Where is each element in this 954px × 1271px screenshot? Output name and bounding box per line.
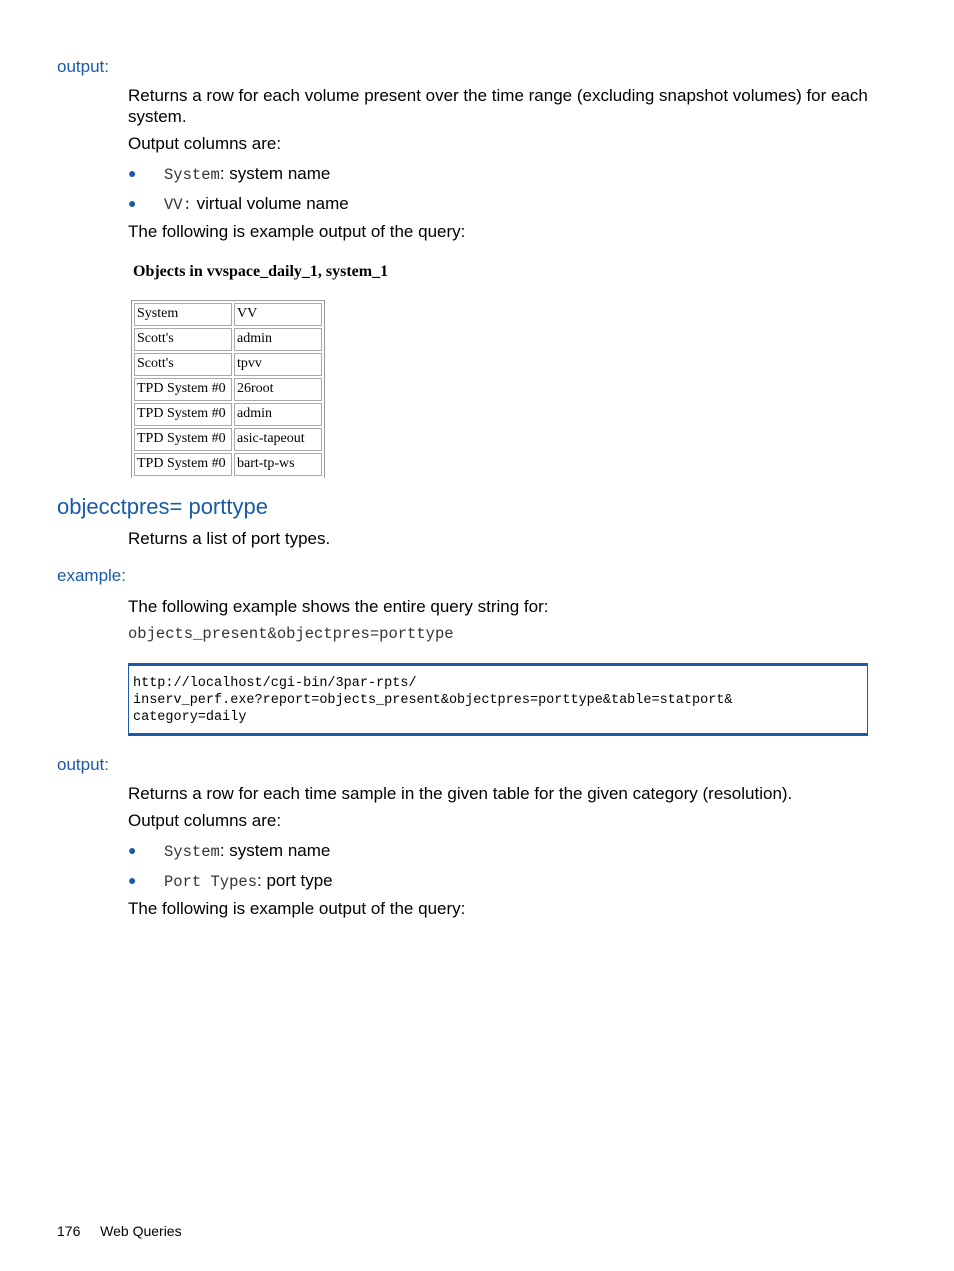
table-cell: TPD System #0 <box>134 428 232 451</box>
column-code: Port Types <box>164 873 258 891</box>
table-cell: admin <box>234 328 322 351</box>
table-cell: admin <box>234 403 322 426</box>
table-row <box>134 403 322 426</box>
column-code: System <box>164 166 220 184</box>
example-output-intro: The following is example output of the query: <box>128 222 466 241</box>
code-line: inserv_perf.exe?report=objects_present&objectpres=porttype&table=statport& <box>133 693 733 708</box>
porttype-description: Returns a list of port types. <box>128 529 331 548</box>
example-heading: example: <box>57 566 126 585</box>
page-footer <box>57 1223 182 1239</box>
table-row <box>134 378 322 401</box>
table-row <box>134 453 322 476</box>
figure-title: Objects in vvspace_daily_1, system_1 <box>133 263 389 280</box>
example-intro: The following example shows the entire query string for: <box>128 597 549 616</box>
query-name: objects_present&objectpres=porttype <box>128 625 454 643</box>
columns-intro: Output columns are: <box>128 134 282 153</box>
column-item-port-types <box>128 870 333 891</box>
column-desc: virtual volume name <box>191 194 349 213</box>
table-cell: 26root <box>234 378 322 401</box>
column-item-system-2 <box>128 840 331 861</box>
columns-intro-2: Output columns are: <box>128 811 282 830</box>
code-line: http://localhost/cgi-bin/3par-rpts/ <box>133 676 417 691</box>
table-cell: asic-tapeout <box>234 428 322 451</box>
table-row <box>134 428 322 451</box>
table-cell: bart-tp-ws <box>234 453 322 476</box>
footer-section-name: Web Queries <box>100 1223 182 1239</box>
table-cell: Scott's <box>134 353 232 376</box>
page-number: 176 <box>57 1223 81 1239</box>
bullet-icon: ● <box>128 165 137 181</box>
bullet-icon: ● <box>128 195 137 211</box>
column-code: System <box>164 843 220 861</box>
code-line: category=daily <box>133 710 247 725</box>
column-desc: : system name <box>219 164 331 183</box>
code-block <box>128 663 868 736</box>
table-cell: TPD System #0 <box>134 403 232 426</box>
column-item-system <box>128 163 331 184</box>
output-heading-2: output: <box>57 755 109 774</box>
column-desc: : port type <box>257 871 333 890</box>
table-cell: System <box>134 303 232 326</box>
section-heading-porttype: objecctpres= porttype <box>57 494 268 519</box>
column-item-vv <box>128 193 349 214</box>
table-row <box>134 328 322 351</box>
table-cell: TPD System #0 <box>134 378 232 401</box>
table-header-row <box>134 303 322 326</box>
table-cell: tpvv <box>234 353 322 376</box>
table-cell: TPD System #0 <box>134 453 232 476</box>
output-description: Returns a row for each volume present over the time range (excluding snapshot volumes) for each system. <box>128 86 868 126</box>
example-output-intro-2: The following is example output of the query: <box>128 899 466 918</box>
column-code: VV: <box>164 196 192 214</box>
bullet-icon: ● <box>128 842 137 858</box>
table-row <box>134 353 322 376</box>
bullet-icon: ● <box>128 872 137 888</box>
column-desc: : system name <box>219 841 331 860</box>
table-cell: VV <box>234 303 322 326</box>
output-heading: output: <box>57 57 109 76</box>
output-description-2: Returns a row for each time sample in the given table for the given category (resolution). <box>128 784 793 803</box>
table-cell: Scott's <box>134 328 232 351</box>
objects-table <box>131 300 325 478</box>
